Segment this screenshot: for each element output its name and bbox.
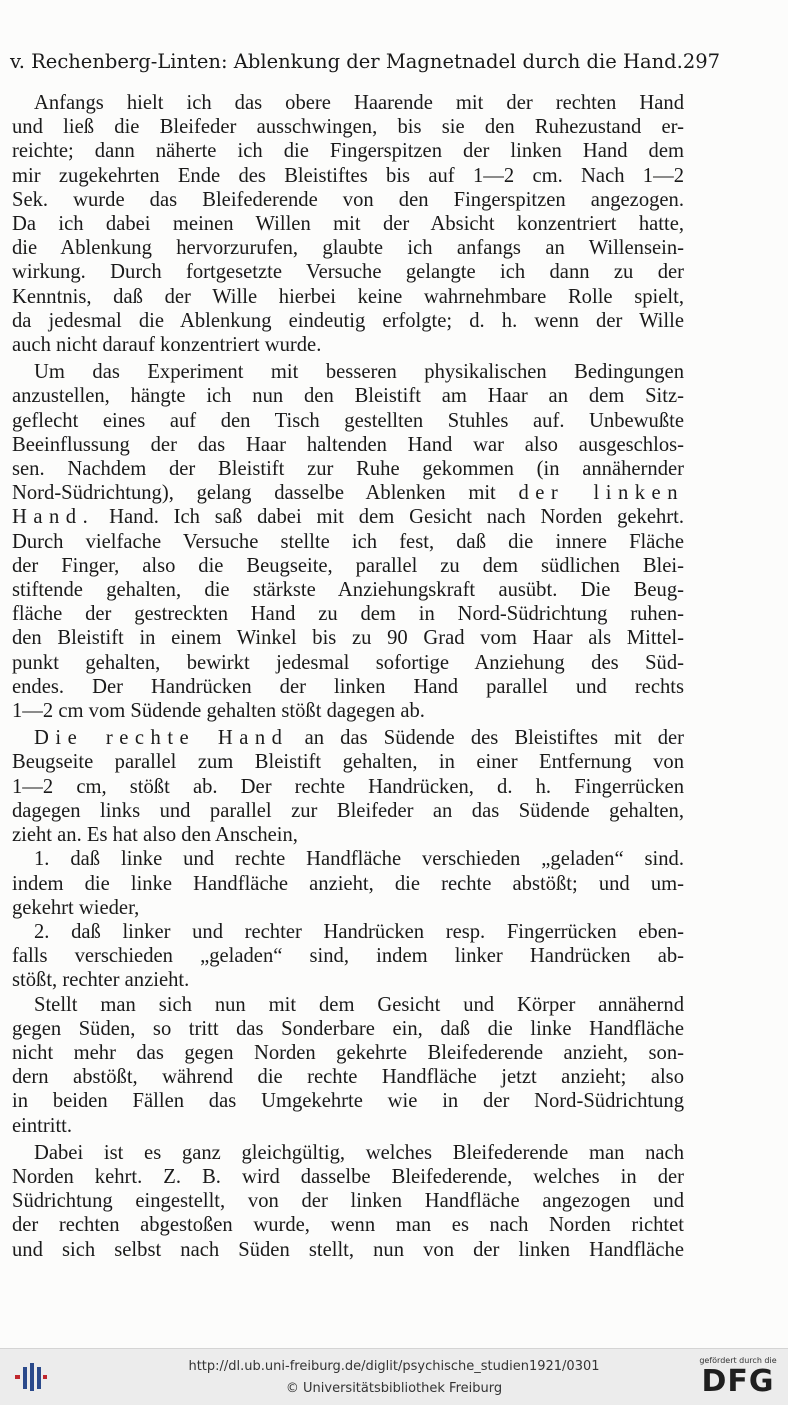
text-line: wirkung. Durch fortgesetzte Versuche gelangte ich dann zu der: [12, 261, 684, 284]
text-line: reichte; dann näherte ich die Fingerspitzen der linken Hand dem: [12, 140, 684, 163]
text-line: Stellt man sich nun mit dem Gesicht und Körper annähernd: [34, 993, 684, 1016]
running-header: [10, 48, 721, 76]
paragraph: [12, 91, 684, 357]
text-line: 1. daß linke und rechte Handfläche verschieden „geladen“ sind.: [34, 848, 684, 871]
text-line: gekehrt wieder,: [12, 896, 140, 919]
text-line: die Ablenkung hervorzurufen, glaubte ich anfangs an Willensein-: [12, 237, 684, 260]
text-line: stößt, rechter anzieht.: [12, 969, 190, 992]
text-line: 1—2 cm, stößt ab. Der rechte Handrücken, d. h. Fingerrücken: [12, 775, 684, 798]
dfg-logo: DFG: [701, 1364, 775, 1399]
spaced-emphasis: der linken: [518, 482, 684, 505]
text-line: 2. daß linker und rechter Handrücken resp. Fingerrücken eben-: [34, 920, 684, 943]
text-line: anzustellen, hängte ich nun den Bleistift am Haar an dem Sitz-: [12, 385, 684, 408]
text-line: der Finger, also die Beugseite, parallel zu dem südlichen Blei-: [12, 554, 684, 577]
spaced-emphasis: Hand.: [12, 506, 95, 529]
text-line: mir zugekehrten Ende des Bleistiftes bis auf 1—2 cm. Nach 1—2: [12, 164, 684, 187]
text-segment: an das Südende des Bleistiftes mit der: [304, 727, 685, 750]
text-segment: Nord-Südrichtung), gelang dasselbe Ablenken mit: [12, 482, 496, 505]
text-line: Anfangs hielt ich das obere Haarende mit der rechten Hand: [34, 92, 684, 114]
running-title: v. Rechenberg-Linten: Ablenkung der Magnetnadel durch die Hand.: [10, 50, 683, 73]
text-line: Dabei ist es ganz gleichgültig, welches Bleifederende man nach: [34, 1141, 684, 1164]
text-line: zieht an. Es hat also den Anschein,: [12, 824, 298, 847]
text-line: der rechten abgestoßen wurde, wenn man es nach Norden richtet: [12, 1214, 684, 1237]
text-line: Norden kehrt. Z. B. wird dasselbe Bleifederende, welches in der: [12, 1165, 684, 1188]
copyright-notice: © Universitätsbibliothek Freiburg: [285, 1381, 503, 1396]
text-line: [12, 481, 684, 505]
paragraph: [12, 847, 684, 920]
text-line: falls verschieden „geladen“ sind, indem linker Handrücken ab-: [12, 945, 684, 968]
text-line: Beugseite parallel zum Bleistift gehalten, in einer Entfernung von: [12, 751, 684, 774]
text-line: endes. Der Handrücken der linken Hand parallel und rechts: [12, 675, 684, 698]
dfg-tagline: gefördert durch die: [699, 1356, 777, 1365]
spaced-emphasis: Die rechte Hand: [34, 727, 289, 750]
paragraph: [12, 993, 684, 1138]
text-segment: Hand. Ich saß dabei mit dem Gesicht nach Norden gekehrt.: [109, 506, 684, 529]
text-line: Durch vielfache Versuche stellte ich fest, daß die innere Fläche: [12, 530, 684, 553]
text-line: Südrichtung eingestellt, von der linken Handfläche angezogen und: [12, 1190, 684, 1213]
text-line: sen. Nachdem der Bleistift zur Ruhe gekommen (in annähernder: [12, 458, 684, 481]
text-line: in beiden Fällen das Umgekehrte wie in der Nord-Südrichtung: [12, 1090, 684, 1113]
text-line: Beeinflussung der das Haar haltenden Hand war also ausgeschlos-: [12, 433, 684, 456]
text-line: Da ich dabei meinen Willen mit der Absicht konzentriert hatte,: [12, 213, 684, 236]
paragraph: [12, 920, 684, 993]
text-line: stiftende gehalten, die stärkste Anziehungskraft ausübt. Die Beug-: [12, 579, 684, 602]
page-number: 297: [682, 50, 721, 73]
body-text: [12, 91, 684, 1262]
text-line: den Bleistift in einem Winkel bis zu 90 Grad vom Haar als Mittel-: [12, 627, 684, 650]
text-line: auch nicht darauf konzentriert wurde.: [12, 334, 322, 357]
text-line: nicht mehr das gegen Norden gekehrte Bleifederende anzieht, son-: [12, 1041, 684, 1064]
paragraph: [12, 360, 684, 723]
paragraph: [12, 726, 684, 847]
text-line: 1—2 cm vom Südende gehalten stößt dagegen ab.: [12, 700, 425, 723]
text-line: [12, 505, 684, 529]
text-line: Kenntnis, daß der Wille hierbei keine wahrnehmbare Rolle spielt,: [12, 285, 684, 308]
viewer-footer: [0, 1348, 788, 1405]
text-line: gegen Süden, so tritt das Sonderbare ein, daß die linke Handfläche: [12, 1017, 684, 1040]
text-line: da jedesmal die Ablenkung eindeutig erfolgte; d. h. wenn der Wille: [12, 309, 684, 332]
paragraph: [12, 1141, 684, 1262]
text-line: fläche der gestreckten Hand zu dem in Nord-Südrichtung ruhen-: [12, 603, 684, 626]
text-line: geflecht eines auf den Tisch gestellten Stuhles auf. Unbewußte: [12, 409, 684, 432]
text-line: punkt gehalten, bewirkt jedesmal sofortige Anziehung des Süd-: [12, 651, 684, 674]
text-line: dern abstößt, während die rechte Handfläche jetzt anzieht; also: [12, 1066, 684, 1089]
text-line: und ließ die Bleifeder ausschwingen, bis sie den Ruhezustand er-: [12, 116, 684, 139]
text-line: dagegen links und parallel zur Bleifeder an das Südende gehalten,: [12, 799, 684, 822]
text-line: Sek. wurde das Bleifederende von den Fingerspitzen angezogen.: [12, 188, 684, 211]
text-line: [12, 726, 684, 750]
text-line: eintritt.: [12, 1114, 73, 1137]
text-line: Um das Experiment mit besseren physikalischen Bedingungen: [34, 361, 684, 384]
source-url-link[interactable]: http://dl.ub.uni-freiburg.de/diglit/psychische_studien1921/0301: [188, 1359, 600, 1374]
text-line: und sich selbst nach Süden stellt, nun von der linken Handfläche: [12, 1238, 684, 1261]
text-line: indem die linke Handfläche anzieht, die rechte abstößt; und um-: [12, 872, 684, 895]
